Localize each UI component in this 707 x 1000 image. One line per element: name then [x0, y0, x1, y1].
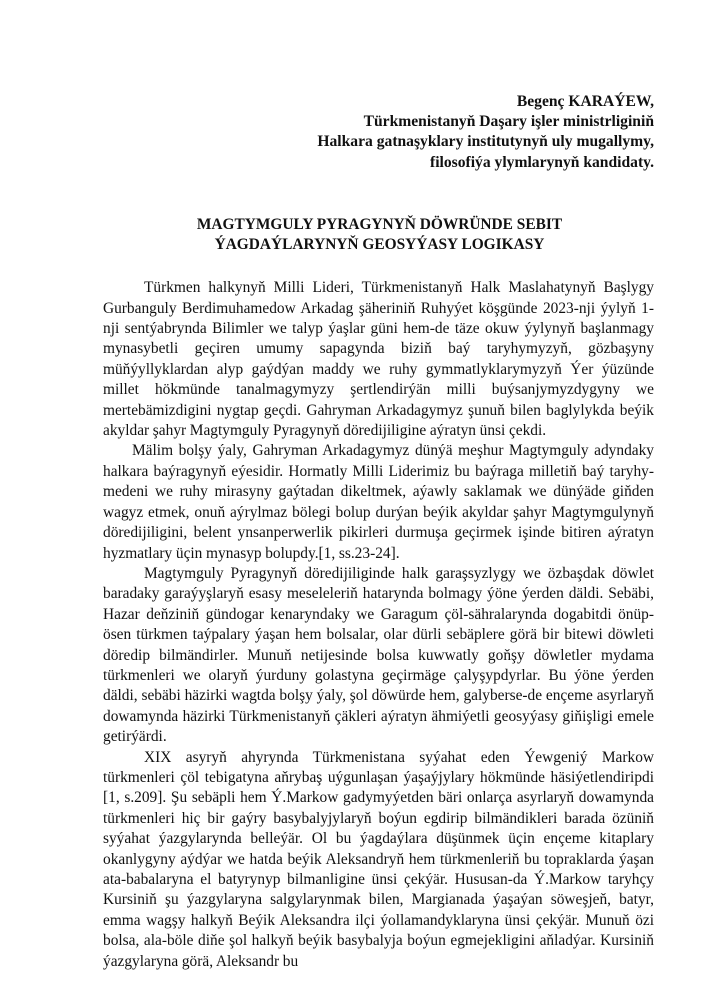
body-paragraph: Magtymguly Pyragynyň döredijiliginde halk garaşsyzlygy we özbaşdak döwlet baradaky garaýyşlaryň esasy meseleleriň hatarynda bolmagy ýöne ýerden däldi. Sebäbi, Hazar deňziniň gündogar kenaryndaky we Garagum çöl-sähralarynda dogabitdi önüp-ösen türkmen taýpalary ýaşan hem bolsalar, olar dürli sebäplere görä bir bitewi döwleti döredip bilmändirler. Munuň netijesinde bolsa kuwwatly goňşy döwletler mydama türkmenleri we olaryň ýurduny golastyna geçirmäge çalyşypdyrlar. Bu ýöne ýerden däldi, sebäbi häzirki wagtda bolşy ýaly, şol döwürde hem, galyberse-de ençeme asyrlaryň dowamynda häzirki Türkmenistanyň çäkleri aýratyn ähmiýetli geosyýasy giňişligi emele getirýärdi.: [103, 564, 654, 746]
body-paragraph: XIX asyryň ahyrynda Türkmenistana syýahat eden Ýewgeniý Markow türkmenleri çöl tebigatyna aňrybaş uýgunlaşan ýaşaýjylary hökmünde häsiýetlendiripdi [1, s.209]. Şu sebäpli hem Ý.Markow gadymyýetden bäri onlarça asyrlaryň dowamynda türkmenleri hiç bir gaýry basybalyjylaryň boýun egdirip bilmändikleri barada özüniň syýahat ýazgylarynda belleýär. Ol bu ýagdaýlara düşünmek üçin ençeme kitaplary okanlygyny aýdýar we hatda beýik Aleksandryň hem türkmenleriň bu topraklarda ýaşan ata-babalaryna el batyrynyp bilmanligine ünsi çekýär. Hususan-da Ý.Markow taryhçy Kursiniň şu ýazgylaryna salgylarynmak bilen, Margianada ýaşaýan söweşjeň, batyr, emma wagşy halkyň Beýik Aleksandra ilçi ýollamandyklaryna ünsi çekýär. Munuň özi bolsa, ala-böle diňe şol halkyň beýik basybalyja boýun egmejekligini aňladýar. Kursiniň ýazgylaryna görä, Aleksandr bu: [103, 748, 654, 970]
article-title: [103, 215, 654, 255]
article-title-line2: ÝAGDAÝLARYNYŇ GEOSYÝASY LOGIKASY: [214, 236, 545, 254]
body-paragraph: Mälim bolşy ýaly, Gahryman Arkadagymyz dünýä meşhur Magtymguly adyndaky halkara baýragynyň eýesidir. Hormatly Milli Liderimiz bu baýraga milletiň baý taryhy-medeni we ruhy mirasyny gaýtadan dikeltmek, aýawly saklamak we dünýäde giňden wagyz etmek, onuň aýrylmaz bölegi bolup durýan beýik akyldar şahyr Magtymgulynyň döredijiligini, belent ynsanperwerlik pikirleri durmuşa geçirmek işinde bitiren aýratyn hyzmatlary üçin mynasyp bolupdy.[1, ss.23-24].: [103, 442, 654, 562]
author-position-line1: Türkmenistanyň Daşary işler ministrliginiň: [363, 113, 654, 131]
article-title-line1: MAGTYMGULY PYRAGYNYŇ DÖWRÜNDE SEBIT: [196, 215, 563, 233]
author-position-line2: Halkara gatnaşyklary institutynyň uly mugallymy,: [317, 133, 654, 151]
body-paragraph: Türkmen halkynyň Milli Lideri, Türkmenistanyň Halk Maslahatynyň Başlygy Gurbanguly Berdimuhamedow Arkadag şäheriniň Ruhyýet köşgünde 2023-nji ýylyň 1-nji sentýabrynda Bilimler we talyp ýaşlar güni hem-de täze okuw ýylynyň başlanmagy mynasybetli geçiren umumy sapagynda biziň baý taryhymyzyň, gözbaşyny müňýyllyklardan alyp gaýdýan maddy we ruhy gymmatlyklarymyzyň Ýer ýüzünde millet hökmünde tanalmagymyzy şertlendirýän milli buýsanjymyzdygyny we mertebämizdigini nygtap geçdi. Gahryman Arkadagymyz şunuň bilen baglylykda beýik akyldar şahyr Magtymguly Pyragynyň döredijiligine aýratyn ünsi çekdi.: [103, 279, 654, 440]
article-body: [103, 278, 654, 972]
author-degree: filosofiýa ylymlarynyň kandidaty.: [430, 153, 654, 171]
author-block: [103, 92, 654, 173]
author-name: Begenç KARAÝEW,: [516, 93, 654, 110]
